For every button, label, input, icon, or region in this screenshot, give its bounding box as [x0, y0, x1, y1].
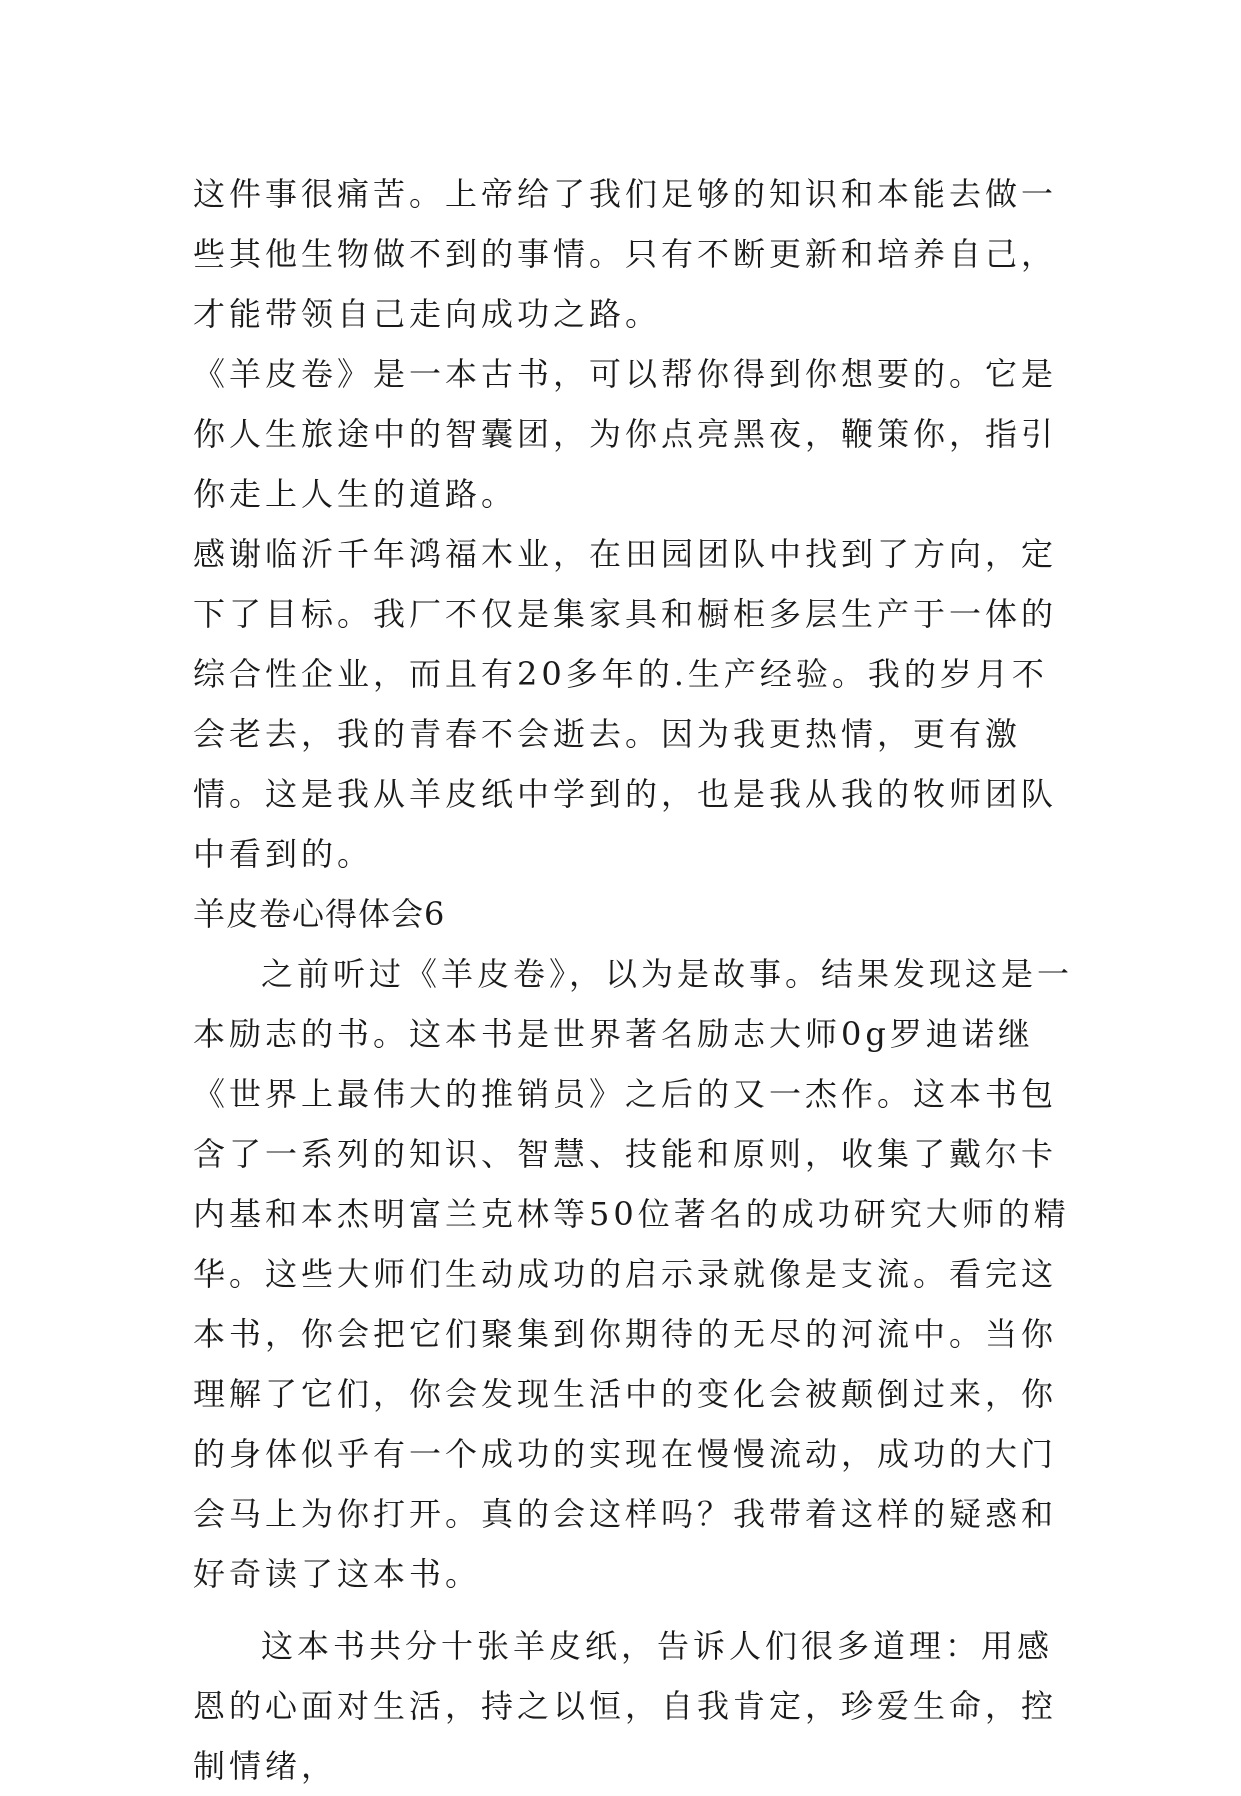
- paragraph: 这件事很痛苦。上帝给了我们足够的知识和本能去做一些其他生物做不到的事情。只有不断更新和培养自己，才能带领自己走向成功之路。: [193, 175, 1058, 333]
- document-body: [193, 164, 1073, 1796]
- paragraph: 《羊皮卷》是一本古书，可以帮你得到你想要的。它是你人生旅途中的智囊团，为你点亮黑夜，鞭策你，指引你走上人生的道路。: [193, 355, 1058, 513]
- paragraph: 感谢临沂千年鸿福木业，在田园团队中找到了方向，定下了目标。我厂不仅是集家具和橱柜多层生产于一体的综合性企业，而且有20多年的.生产经验。我的岁月不会老去，我的青春不会逝去。因为我更热情，更有激情。这是我从羊皮纸中学到的，也是我从我的牧师团队中看到的。: [193, 535, 1058, 873]
- paragraph-spacer: [193, 1604, 1073, 1616]
- paragraph: 这本书共分十张羊皮纸，告诉人们很多道理：用感恩的心面对生活，持之以恒，自我肯定，珍爱生命，控制情绪，: [193, 1627, 1058, 1785]
- paragraph: 之前听过《羊皮卷》，以为是故事。结果发现这是一本励志的书。这本书是世界著名励志大师0g罗迪诺继《世界上最伟大的推销员》之后的又一杰作。这本书包含了一系列的知识、智慧、技能和原则，收集了戴尔卡内基和本杰明富兰克林等50位著名的成功研究大师的精华。这些大师们生动成功的启示录就像是支流。看完这本书，你会把它们聚集到你期待的无尽的河流中。当你理解了它们，你会发现生活中的变化会被颠倒过来，你的身体似乎有一个成功的实现在慢慢流动，成功的大门会马上为你打开。真的会这样吗？我带着这样的疑惑和好奇读了这本书。: [193, 955, 1074, 1593]
- section-heading: 羊皮卷心得体会6: [193, 895, 446, 933]
